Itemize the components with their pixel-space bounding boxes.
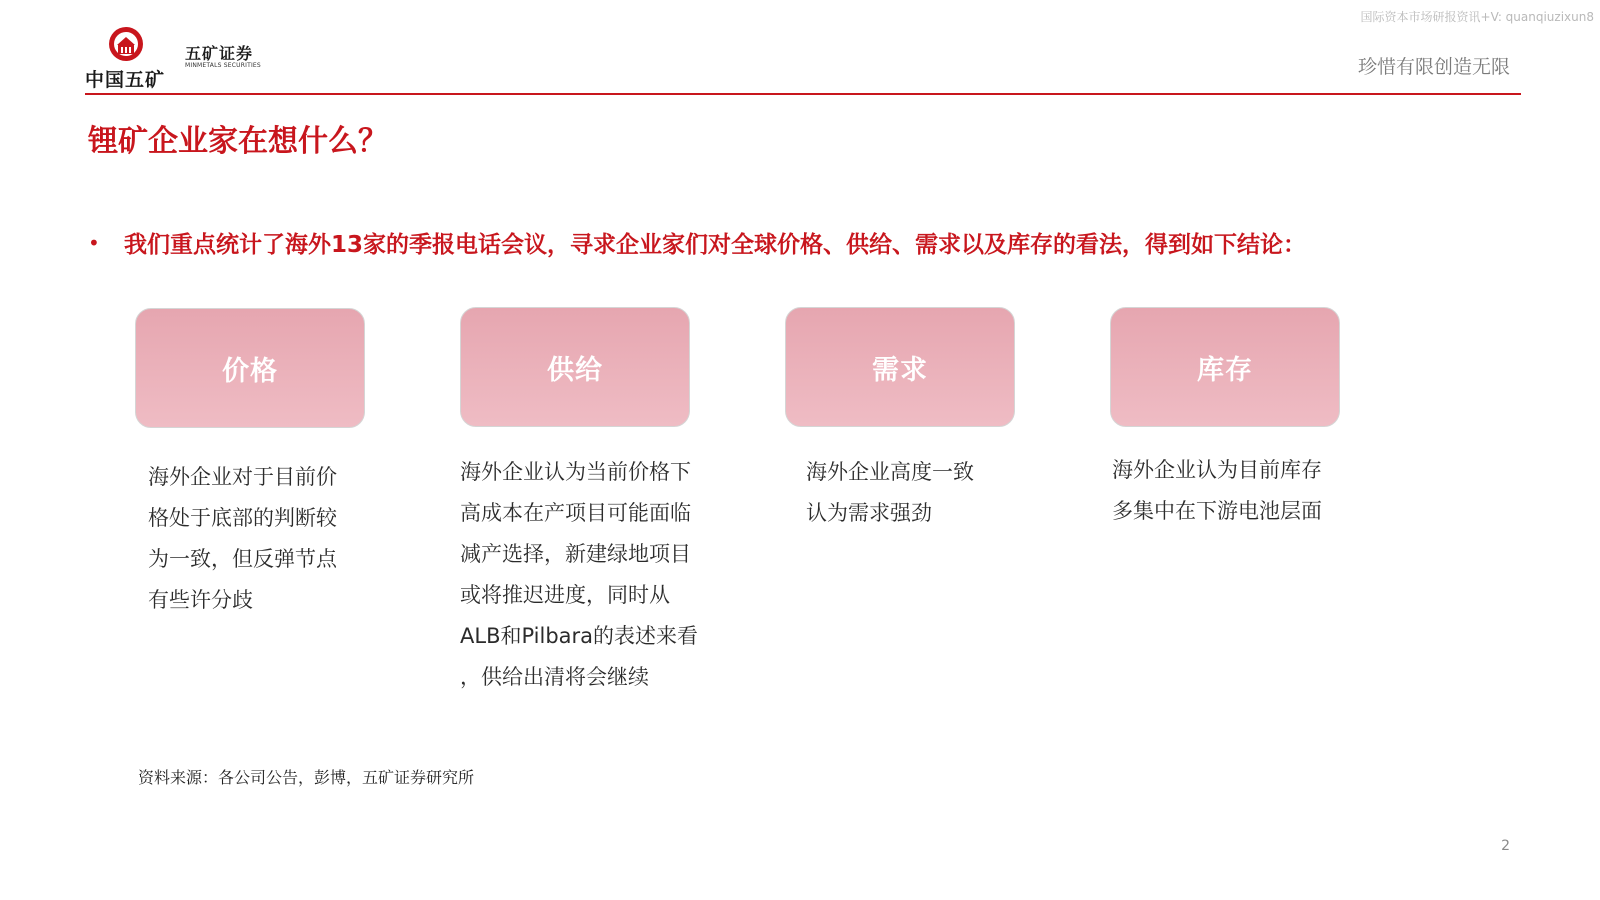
inventory-description	[1112, 450, 1322, 532]
minmetals-emblem-icon	[107, 25, 145, 63]
bullet-icon: •	[88, 230, 100, 255]
card-inventory	[1110, 307, 1340, 427]
group-name: 中国五矿	[85, 69, 166, 91]
price-description-line: 海外企业对于目前价	[148, 465, 337, 489]
page-number: 2	[1501, 838, 1510, 854]
summary-bullet	[88, 226, 1306, 259]
supply-description-line: 高成本在产项目可能面临	[460, 501, 691, 525]
card-price-label: 价格	[222, 355, 278, 387]
supply-description	[460, 452, 698, 698]
card-demand	[785, 307, 1015, 427]
page-title: 锂矿企业家在想什么？	[88, 124, 388, 159]
watermark-text: 国际资本市场研报资讯+V: quanqiuzixun8	[1360, 10, 1594, 24]
price-description	[148, 457, 337, 621]
inventory-description-line: 海外企业认为目前库存	[1112, 458, 1322, 482]
company-name-cn: 五矿证券	[185, 44, 254, 63]
header-divider	[85, 93, 1521, 95]
price-description-line: 格处于底部的判断较	[148, 506, 337, 530]
slogan: 珍惜有限创造无限	[1357, 56, 1510, 78]
demand-description-line: 认为需求强劲	[806, 501, 932, 525]
inventory-description-line: 多集中在下游电池层面	[1112, 499, 1322, 523]
source-note: 资料来源：各公司公告，彭博，五矿证券研究所	[138, 768, 475, 787]
card-demand-label: 需求	[872, 354, 928, 386]
price-description-line: 为一致，但反弹节点	[148, 547, 337, 571]
card-price	[135, 308, 365, 428]
card-inventory-label: 库存	[1197, 354, 1253, 386]
supply-description-line: ，供给出清将会继续	[460, 665, 649, 689]
demand-description	[806, 452, 974, 534]
company-logo	[85, 25, 285, 91]
summary-text: 我们重点统计了海外13家的季报电话会议，寻求企业家们对全球价格、供给、需求以及库存的看法，得到如下结论：	[124, 232, 1307, 258]
demand-description-line: 海外企业高度一致	[806, 460, 974, 484]
price-description-line: 有些许分歧	[148, 588, 253, 612]
card-supply-label: 供给	[547, 354, 603, 386]
supply-description-line: 或将推迟进度，同时从	[460, 583, 670, 607]
supply-description-line: ALB和Pilbara的表述来看	[460, 624, 699, 648]
supply-description-line: 海外企业认为当前价格下	[460, 460, 691, 484]
supply-description-line: 减产选择，新建绿地项目	[460, 542, 691, 566]
company-name-en: MINMETALS SECURITIES	[185, 62, 261, 69]
card-supply	[460, 307, 690, 427]
